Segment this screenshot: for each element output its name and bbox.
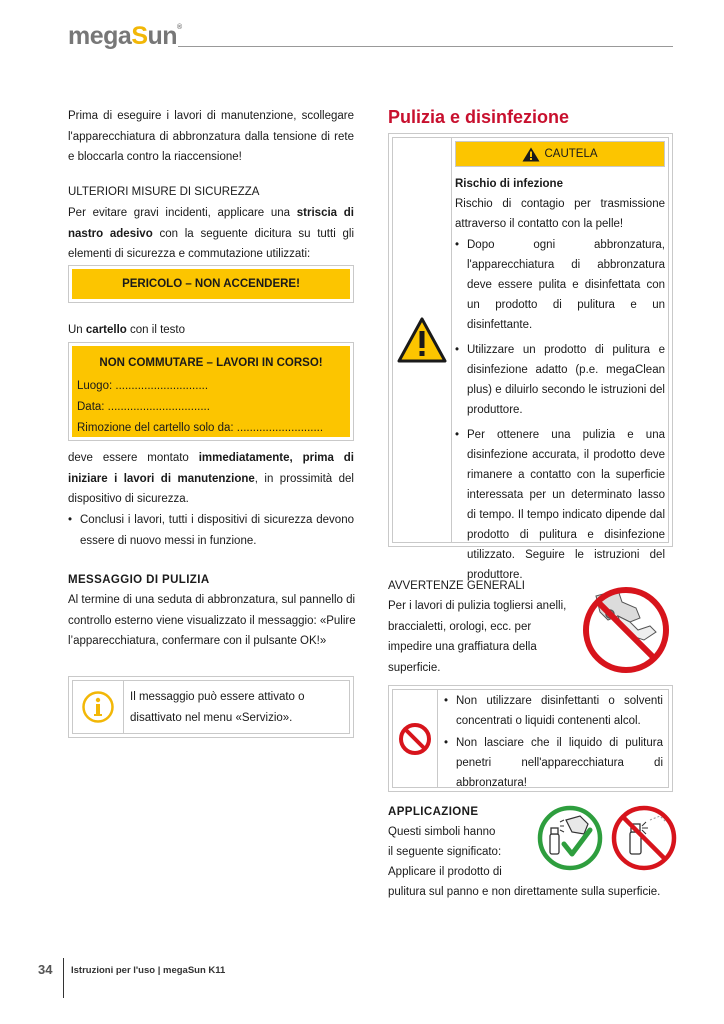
application-text-1: Questi simboli hanno	[388, 826, 496, 838]
application-heading: APPLICAZIONE	[388, 806, 479, 818]
footer-divider	[63, 958, 64, 998]
cleaning-text: Al termine di una seduta di abbronzatura, sul pannello di controllo esterno viene visualizzato il messaggio: «Pulire l’apparecchiatura, confermare con il pulsante OK!»	[68, 594, 356, 647]
logo: megaSun®	[68, 22, 182, 50]
application-text-4: pulitura sul panno e non direttamente sulla superficie.	[388, 886, 661, 898]
sign-box	[72, 346, 350, 437]
prohibit-list	[438, 690, 668, 787]
risk-title: Rischio di infezione	[455, 178, 563, 190]
list-item: • Dopo ogni abbronzatura, l'apparecchiatura di abbronzatura deve essere pulita e disinfettata con un prodotto di pulitura e un disinfettante.	[455, 235, 665, 335]
further-heading: ULTERIORI MISURE DI SICUREZZA	[68, 186, 260, 198]
conclude-list	[68, 510, 354, 551]
spray-on-surface-forbidden-icon	[610, 804, 678, 872]
prohibition-icon	[398, 722, 432, 756]
caution-small-icon	[522, 147, 540, 162]
general-heading: AVVERTENZE GENERALI	[388, 580, 525, 592]
application-text-2: il seguente significato:	[388, 846, 502, 858]
sign-removal: Rimozione del cartello solo da: ...........................	[77, 422, 324, 434]
caution-header	[455, 141, 665, 167]
cleaning-heading: MESSAGGIO DI PULIZIA	[68, 574, 210, 586]
list-item: • Conclusi i lavori, tutti i dispositivi di sicurezza devono essere di nuovo messi in funzione.	[68, 510, 354, 551]
general-text: Per i lavori di pulizia togliersi anelli, braccialetti, orologi, ecc. per impedire una graffiatura della superficie.	[388, 600, 567, 674]
sign-frame	[68, 342, 354, 441]
list-item: • Utilizzare un prodotto di pulitura e disinfezione adatto (p.e. megaClean plus) e diluirlo secondo le istruzioni del produttore.	[455, 340, 665, 420]
caution-label: CAUTELA	[544, 148, 598, 160]
intro-text: Prima di eseguire i lavori di manutenzione, scollegare l'apparecchiatura di abbronzatura dalla tensione di rete e bloccarla contro la riaccensione!	[68, 110, 354, 163]
section-title: Pulizia e disinfezione	[388, 107, 570, 127]
caution-frame	[388, 133, 673, 581]
page-number: 34	[38, 962, 53, 977]
prohibit-frame	[388, 685, 673, 792]
risk-list	[455, 235, 665, 585]
list-item: • Non lasciare che il liquido di pulitura penetri nell'apparecchiatura di abbronzatura!	[444, 733, 663, 793]
risk-text: Rischio di contagio per trasmissione attraverso il contatto con la pelle!	[455, 198, 665, 230]
danger-tape-frame	[68, 265, 354, 303]
info-frame	[68, 676, 354, 738]
caution-content	[452, 138, 668, 581]
danger-tape-label: PERICOLO – NON ACCENDERE!	[72, 269, 350, 299]
list-item: • Non utilizzare disinfettanti o solventi concentrati o liquidi contenenti alcol.	[444, 691, 663, 731]
application-text-3: Applicare il prodotto di	[388, 866, 502, 878]
sign-title: NON COMMUTARE – LAVORI IN CORSO!	[99, 357, 323, 369]
spray-on-cloth-allowed-icon	[536, 804, 604, 872]
prohibit-icon-cell	[393, 690, 438, 787]
info-icon	[73, 681, 124, 733]
mount-text: deve essere montato immediatamente, prima di iniziare i lavori di manutenzione, in prossimità del dispositivo di sicurezza.	[68, 452, 355, 505]
sign-date: Data: ................................	[77, 401, 210, 413]
list-item: • Per ottenere una pulizia e una disinfezione accurata, il prodotto deve rimanere a contatto con la superficie interessata per un determinato lasso di tempo. Il tempo indicato dipende dal prodotto di pulitura e disinfezione utilizzato. Seguire le istruzioni del produttore.	[455, 425, 665, 585]
further-text: Per evitare gravi incidenti, applicare una striscia di nastro adesivo con la seguente dicitura su tutti gli elementi di sicurezza e commutazione utilizzati:	[68, 207, 354, 260]
sign-place: Luogo: .............................	[77, 380, 209, 392]
sign-intro: Un cartello con il testo	[68, 324, 185, 336]
warning-triangle-icon	[397, 317, 447, 363]
no-jewellery-icon	[578, 582, 674, 678]
warning-icon-cell	[393, 138, 452, 542]
header-rule	[178, 46, 673, 47]
info-text: Il messaggio può essere attivato o disattivato nel menu «Servizio».	[130, 691, 305, 724]
footer-doc-title: Istruzioni per l'uso | megaSun K11	[71, 965, 226, 976]
